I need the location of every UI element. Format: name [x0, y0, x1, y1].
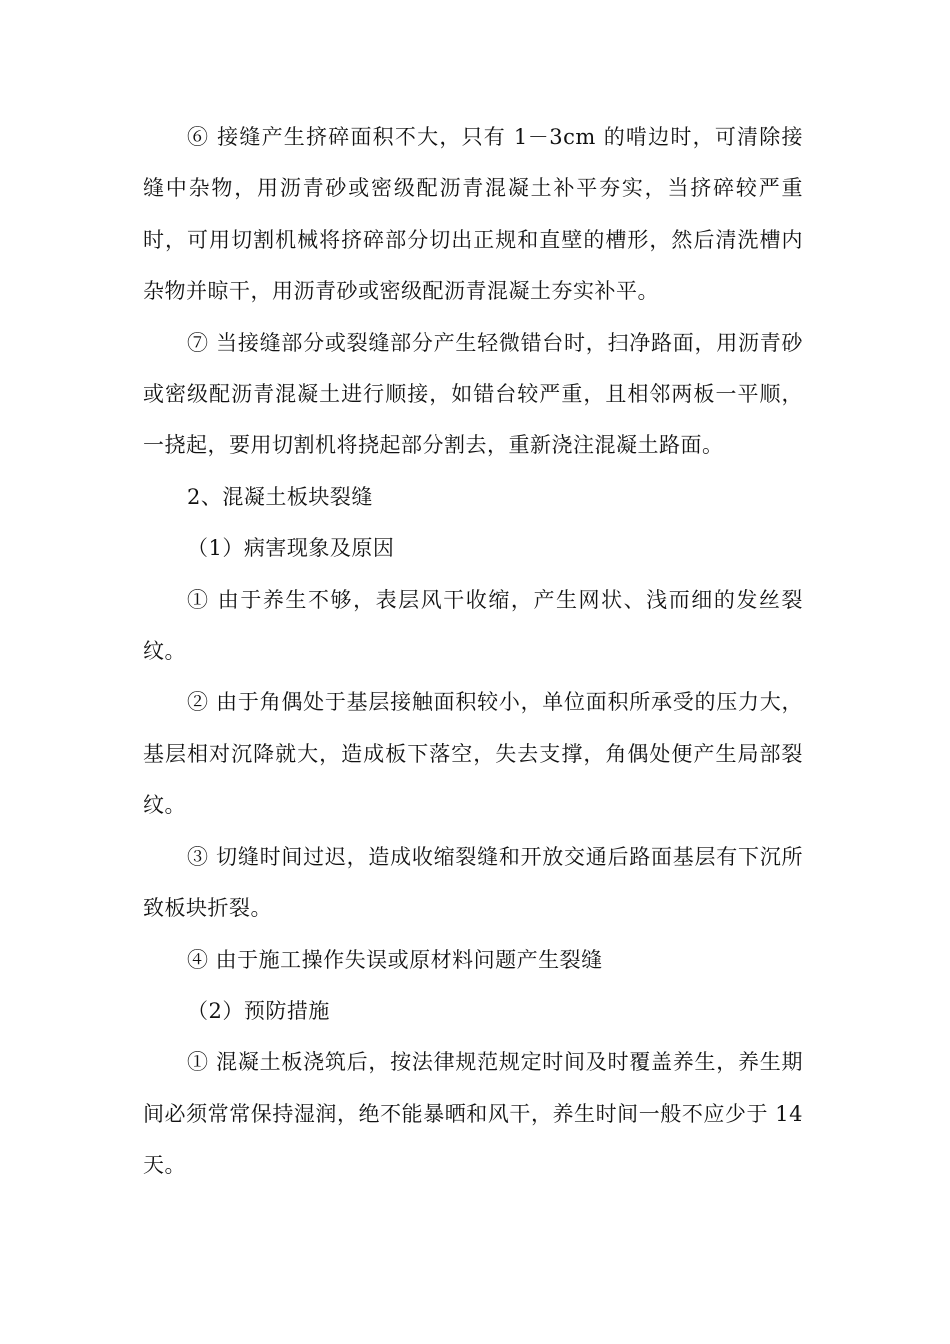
paragraph-faulting-repair: ⑦ 当接缝部分或裂缝部分产生轻微错台时，扫净路面，用沥青砂或密级配沥青混凝土进行顺接，如错台较严重，且相邻两板一平顺，一挠起，要用切割机将挠起部分割去，重新浇注混凝土路面。	[143, 330, 803, 458]
section-heading-slab-cracks: 2、混凝土板块裂缝	[187, 484, 373, 509]
subsection-heading-prevention: （2）预防措施	[187, 998, 330, 1023]
paragraph-joint-crush-repair: ⑥ 接缝产生挤碎面积不大，只有 1－3cm 的啃边时，可清除接缝中杂物，用沥青砂或密级配沥青混凝土补平夯实，当挤碎较严重时，可用切割机械将挤碎部分切出正规和直壁的槽形，然后清洗槽内杂物并晾干，用沥青砂或密级配沥青混凝土夯实补平。	[143, 125, 803, 304]
document-body	[143, 112, 803, 1192]
paragraph-cause-curing: ① 由于养生不够，表层风干收缩，产生网状、浅而细的发丝裂纹。	[143, 587, 803, 664]
paragraph-cause-corner: ② 由于角偶处于基层接触面积较小，单位面积所承受的压力大，基层相对沉降就大，造成板下落空，失去支撑，角偶处便产生局部裂纹。	[143, 690, 803, 818]
paragraph-prevention-curing: ① 混凝土板浇筑后，按法律规范规定时间及时覆盖养生，养生期间必须常常保持湿润，绝不能暴晒和风干，养生时间一般不应少于 14 天。	[143, 1050, 803, 1178]
paragraph-cause-construction: ④ 由于施工操作失误或原材料问题产生裂缝	[187, 947, 603, 972]
subsection-heading-causes: （1）病害现象及原因	[187, 536, 395, 561]
paragraph-cause-late-cutting: ③ 切缝时间过迟，造成收缩裂缝和开放交通后路面基层有下沉所致板块折裂。	[143, 844, 803, 921]
